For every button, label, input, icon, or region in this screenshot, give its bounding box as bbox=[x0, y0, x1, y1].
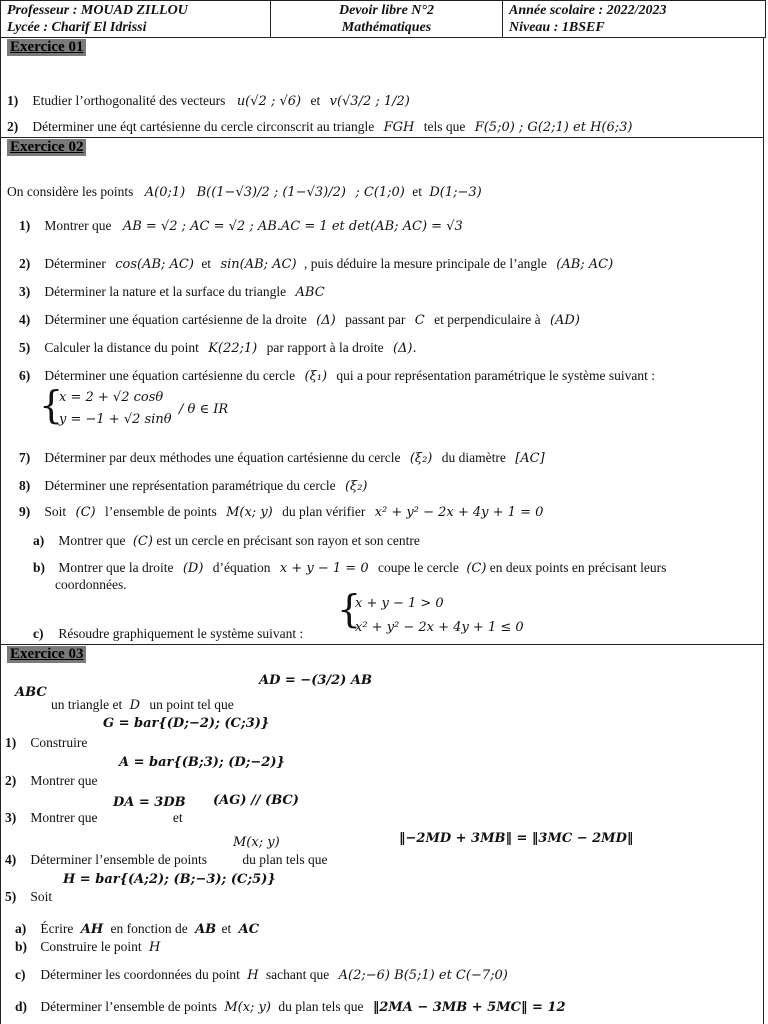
system-brace-icon: { bbox=[39, 383, 64, 427]
system-line-2: x² + y² − 2x + 4y + 1 ≤ 0 bbox=[355, 620, 524, 635]
assignment-title: Devoir libre N°2 bbox=[338, 3, 435, 18]
point-h: H bbox=[149, 940, 161, 955]
q-text: Déterminer une équation cartésienne de la droite bbox=[44, 312, 307, 327]
q-text: Déterminer une éqt cartésienne du cercle circonscrit au triangle bbox=[32, 119, 375, 134]
q-text: Déterminer par deux méthodes une équation cartésienne du cercle bbox=[44, 450, 401, 465]
q-text: du plan tels que bbox=[242, 852, 328, 867]
exercise-2-title: Exercice 02 bbox=[7, 139, 86, 156]
q-number: c) bbox=[15, 967, 26, 982]
q-text: Montrer que la droite bbox=[58, 560, 174, 575]
ex2-question-9b bbox=[33, 560, 666, 577]
point-b: B((1−√3)/2 ; (1−√3)/2) bbox=[196, 185, 346, 200]
set-c: (C) bbox=[132, 534, 153, 549]
circle-equation: x² + y² − 2x + 4y + 1 = 0 bbox=[374, 505, 544, 520]
point-d: D bbox=[129, 698, 141, 713]
q-text: Résoudre graphiquement le système suivant : bbox=[58, 626, 304, 641]
point-h: H bbox=[247, 968, 259, 983]
ex1-question-1 bbox=[7, 93, 410, 110]
q-text: tels que bbox=[423, 119, 466, 134]
ex3-question-4 bbox=[5, 852, 327, 868]
q-text: Montrer que bbox=[44, 218, 112, 233]
system-line-1: x + y − 1 > 0 bbox=[355, 596, 444, 611]
circle-xi-2: (ξ₂) bbox=[409, 451, 433, 466]
angle-formula: (AB; AC) bbox=[556, 257, 614, 272]
g-barycenter: G = bar{(D;−2); (C;3)} bbox=[103, 716, 270, 731]
vector-v: v(√3/2 ; 1/2) bbox=[329, 94, 410, 109]
point-c: C bbox=[414, 313, 425, 328]
point-m: M(x; y) bbox=[224, 1000, 271, 1015]
q-number: 4) bbox=[5, 852, 17, 867]
q-number: 6) bbox=[19, 368, 31, 383]
q-text: Écrire bbox=[40, 921, 74, 936]
norm-equation: ‖2MA − 3MB + 5MC‖ = 12 bbox=[372, 1000, 566, 1015]
q-number: 1) bbox=[19, 218, 31, 233]
ex3-question-5 bbox=[5, 889, 52, 905]
exercise-3-title: Exercice 03 bbox=[7, 646, 86, 663]
school-label: Lycée : Charif El Idrissi bbox=[7, 20, 147, 35]
q-number: 4) bbox=[19, 312, 31, 327]
ex2-question-9b-cont: coordonnées. bbox=[55, 577, 127, 592]
q-text: , puis déduire la mesure principale de l’angle bbox=[303, 256, 547, 271]
q-text: Etudier l’orthogonalité des vecteurs bbox=[32, 93, 226, 108]
ad-relation: AD = −(3/2) AB bbox=[259, 673, 372, 688]
q-text: Montrer que bbox=[58, 533, 126, 548]
q-text: par rapport à la droite bbox=[266, 340, 384, 355]
vector-ah: AH bbox=[80, 922, 104, 937]
set-c: (C) bbox=[75, 505, 96, 520]
circle-xi-1: (ξ₁) bbox=[304, 369, 328, 384]
ex2-question-9a bbox=[33, 533, 420, 550]
ex2-question-6 bbox=[19, 368, 655, 385]
vector-ac: AC bbox=[238, 922, 260, 937]
point-c: ; C(1;0) bbox=[355, 185, 405, 200]
q-number: 9) bbox=[19, 504, 31, 519]
q-text: Calculer la distance du point bbox=[44, 340, 199, 355]
point-a: A(0;1) bbox=[144, 185, 186, 200]
ex3-question-5b bbox=[15, 939, 160, 956]
ex3-question-2 bbox=[5, 773, 97, 789]
ex3-question-1 bbox=[5, 735, 87, 751]
q-text: du diamètre bbox=[441, 450, 506, 465]
point-d: D(1;−3) bbox=[429, 185, 482, 200]
q-text: Déterminer bbox=[44, 256, 106, 271]
da-relation: DA = 3DB bbox=[113, 795, 186, 810]
vector-ab: AB bbox=[195, 922, 217, 937]
q-number: 1) bbox=[5, 735, 17, 750]
q-text: Soit bbox=[44, 504, 67, 519]
set-c: (C) bbox=[466, 561, 487, 576]
h-barycenter: H = bar{(A;2); (B;−3); (C;5)} bbox=[63, 872, 276, 887]
system-line-1: x = 2 + √2 cosθ bbox=[59, 390, 164, 405]
ex3-question-5a bbox=[15, 921, 259, 938]
exercise-1-title: Exercice 01 bbox=[7, 39, 86, 56]
q-number: 3) bbox=[5, 810, 17, 825]
q-number: 5) bbox=[19, 340, 31, 355]
q-text: et bbox=[221, 921, 232, 936]
a-barycenter: A = bar{(B;3); (D;−2)} bbox=[119, 755, 285, 770]
ex2-question-1 bbox=[19, 218, 463, 235]
q-formula: AB = √2 ; AC = √2 ; AB.AC = 1 et det(AB; AC) = √3 bbox=[122, 219, 463, 234]
q-text: est un cercle en précisant son rayon et son centre bbox=[156, 533, 420, 548]
header-title-cell bbox=[271, 1, 503, 37]
point-m: M(x; y) bbox=[233, 835, 280, 850]
q-text: Montrer que bbox=[30, 810, 98, 825]
segment-ac: [AC] bbox=[515, 451, 545, 466]
q-text: Déterminer l’ensemble de points bbox=[30, 852, 207, 867]
q-text: et bbox=[310, 93, 321, 108]
professor-label: Professeur : MOUAD ZILLOU bbox=[7, 3, 188, 18]
points-abc: A(2;−6) B(5;1) et C(−7;0) bbox=[338, 968, 508, 983]
exercise-2-section bbox=[0, 138, 764, 645]
q-text: d’équation bbox=[212, 560, 271, 575]
ex2-question-8 bbox=[19, 478, 368, 495]
q-text: et bbox=[412, 184, 422, 199]
subject-label: Mathématiques bbox=[341, 20, 432, 35]
q-text: Montrer que bbox=[30, 773, 98, 788]
exercise-3-section bbox=[0, 645, 764, 1024]
theta-domain: / θ ∈ IR bbox=[179, 402, 229, 417]
q-number: 3) bbox=[19, 284, 31, 299]
point-m: M(x; y) bbox=[226, 505, 273, 520]
q-text: sachant que bbox=[265, 967, 330, 982]
header-year-cell bbox=[503, 1, 765, 37]
ex2-question-5 bbox=[19, 340, 417, 357]
line-delta: (Δ). bbox=[392, 341, 417, 356]
ex2-question-7 bbox=[19, 450, 545, 467]
q-text: l’ensemble de points bbox=[104, 504, 217, 519]
level-label: Niveau : 1BSEF bbox=[509, 20, 605, 35]
q-number: b) bbox=[33, 560, 46, 575]
q-text: qui a pour représentation paramétrique le système suivant : bbox=[336, 368, 656, 383]
ex2-question-9c bbox=[33, 626, 303, 642]
ex2-question-9 bbox=[19, 504, 543, 521]
q-number: 2) bbox=[19, 256, 31, 271]
header-teacher-cell bbox=[1, 1, 271, 37]
q-text: en fonction de bbox=[110, 921, 188, 936]
vector-u: u(√2 ; √6) bbox=[236, 94, 302, 109]
q-text: Déterminer la nature et la surface du triangle bbox=[44, 284, 287, 299]
ex2-question-4 bbox=[19, 312, 580, 329]
ex3-question-5c bbox=[15, 967, 508, 984]
q-number: 8) bbox=[19, 478, 31, 493]
ex3-intro bbox=[51, 697, 234, 714]
ex1-question-2 bbox=[7, 119, 632, 136]
intro-text: un triangle et bbox=[51, 697, 123, 712]
q-number: a) bbox=[15, 921, 27, 936]
q-text: Soit bbox=[30, 889, 53, 904]
ex2-intro bbox=[7, 184, 482, 201]
intro-text: un point tel que bbox=[149, 697, 234, 712]
q-text: Déterminer l’ensemble de points bbox=[40, 999, 217, 1014]
q-number: 2) bbox=[7, 119, 19, 134]
q-text: en deux points en précisant leurs bbox=[489, 560, 667, 575]
q-text: du plan tels que bbox=[278, 999, 364, 1014]
q-text: Déterminer une représentation paramétrique du cercle bbox=[44, 478, 336, 493]
points-fgh: F(5;0) ; G(2;1) et H(6;3) bbox=[474, 120, 633, 135]
q-text: Déterminer une équation cartésienne du cercle bbox=[44, 368, 296, 383]
system-brace-icon: { bbox=[337, 587, 362, 631]
line-ad: (AD) bbox=[549, 313, 580, 328]
header-table bbox=[0, 0, 766, 38]
q-number: 2) bbox=[5, 773, 17, 788]
q-number: 7) bbox=[19, 450, 31, 465]
ex3-question-5d bbox=[15, 999, 566, 1016]
norm-equality: ‖−2MD + 3MB‖ = ‖3MC − 2MD‖ bbox=[399, 831, 634, 846]
q-number: 1) bbox=[7, 93, 19, 108]
triangle-fgh: FGH bbox=[383, 120, 415, 135]
q-text: Déterminer les coordonnées du point bbox=[40, 967, 240, 982]
triangle-abc: ABC bbox=[295, 285, 325, 300]
q-number: 5) bbox=[5, 889, 17, 904]
school-year-label: Année scolaire : 2022/2023 bbox=[509, 3, 667, 18]
system-line-2: y = −1 + √2 sinθ bbox=[59, 412, 172, 427]
q-number: c) bbox=[33, 626, 44, 641]
q-text: passant par bbox=[345, 312, 406, 327]
point-k: K(22;1) bbox=[208, 341, 258, 356]
cos-formula: cos(AB; AC) bbox=[115, 257, 194, 272]
q-text: et bbox=[201, 256, 212, 271]
line-d: (D) bbox=[182, 561, 204, 576]
intro-text: On considère les points bbox=[7, 184, 134, 199]
circle-xi-2: (ξ₂) bbox=[344, 479, 368, 494]
q-text: et bbox=[172, 810, 183, 825]
triangle-abc: ABC bbox=[15, 685, 47, 700]
ex2-question-3 bbox=[19, 284, 325, 301]
ex3-question-3 bbox=[5, 810, 183, 826]
q-text: du plan vérifier bbox=[282, 504, 366, 519]
parallel-relation: (AG) // (BC) bbox=[213, 793, 299, 808]
q-number: d) bbox=[15, 999, 28, 1014]
q-text: Construire bbox=[30, 735, 88, 750]
sin-formula: sin(AB; AC) bbox=[220, 257, 297, 272]
line-delta: (Δ) bbox=[316, 313, 336, 328]
line-equation: x + y − 1 = 0 bbox=[279, 561, 369, 576]
exercise-1-section bbox=[0, 37, 764, 138]
q-number: b) bbox=[15, 939, 28, 954]
q-text: et perpendiculaire à bbox=[434, 312, 541, 327]
ex2-question-2 bbox=[19, 256, 613, 273]
q-text: coupe le cercle bbox=[377, 560, 459, 575]
q-number: a) bbox=[33, 533, 45, 548]
q-text: Construire le point bbox=[40, 939, 142, 954]
